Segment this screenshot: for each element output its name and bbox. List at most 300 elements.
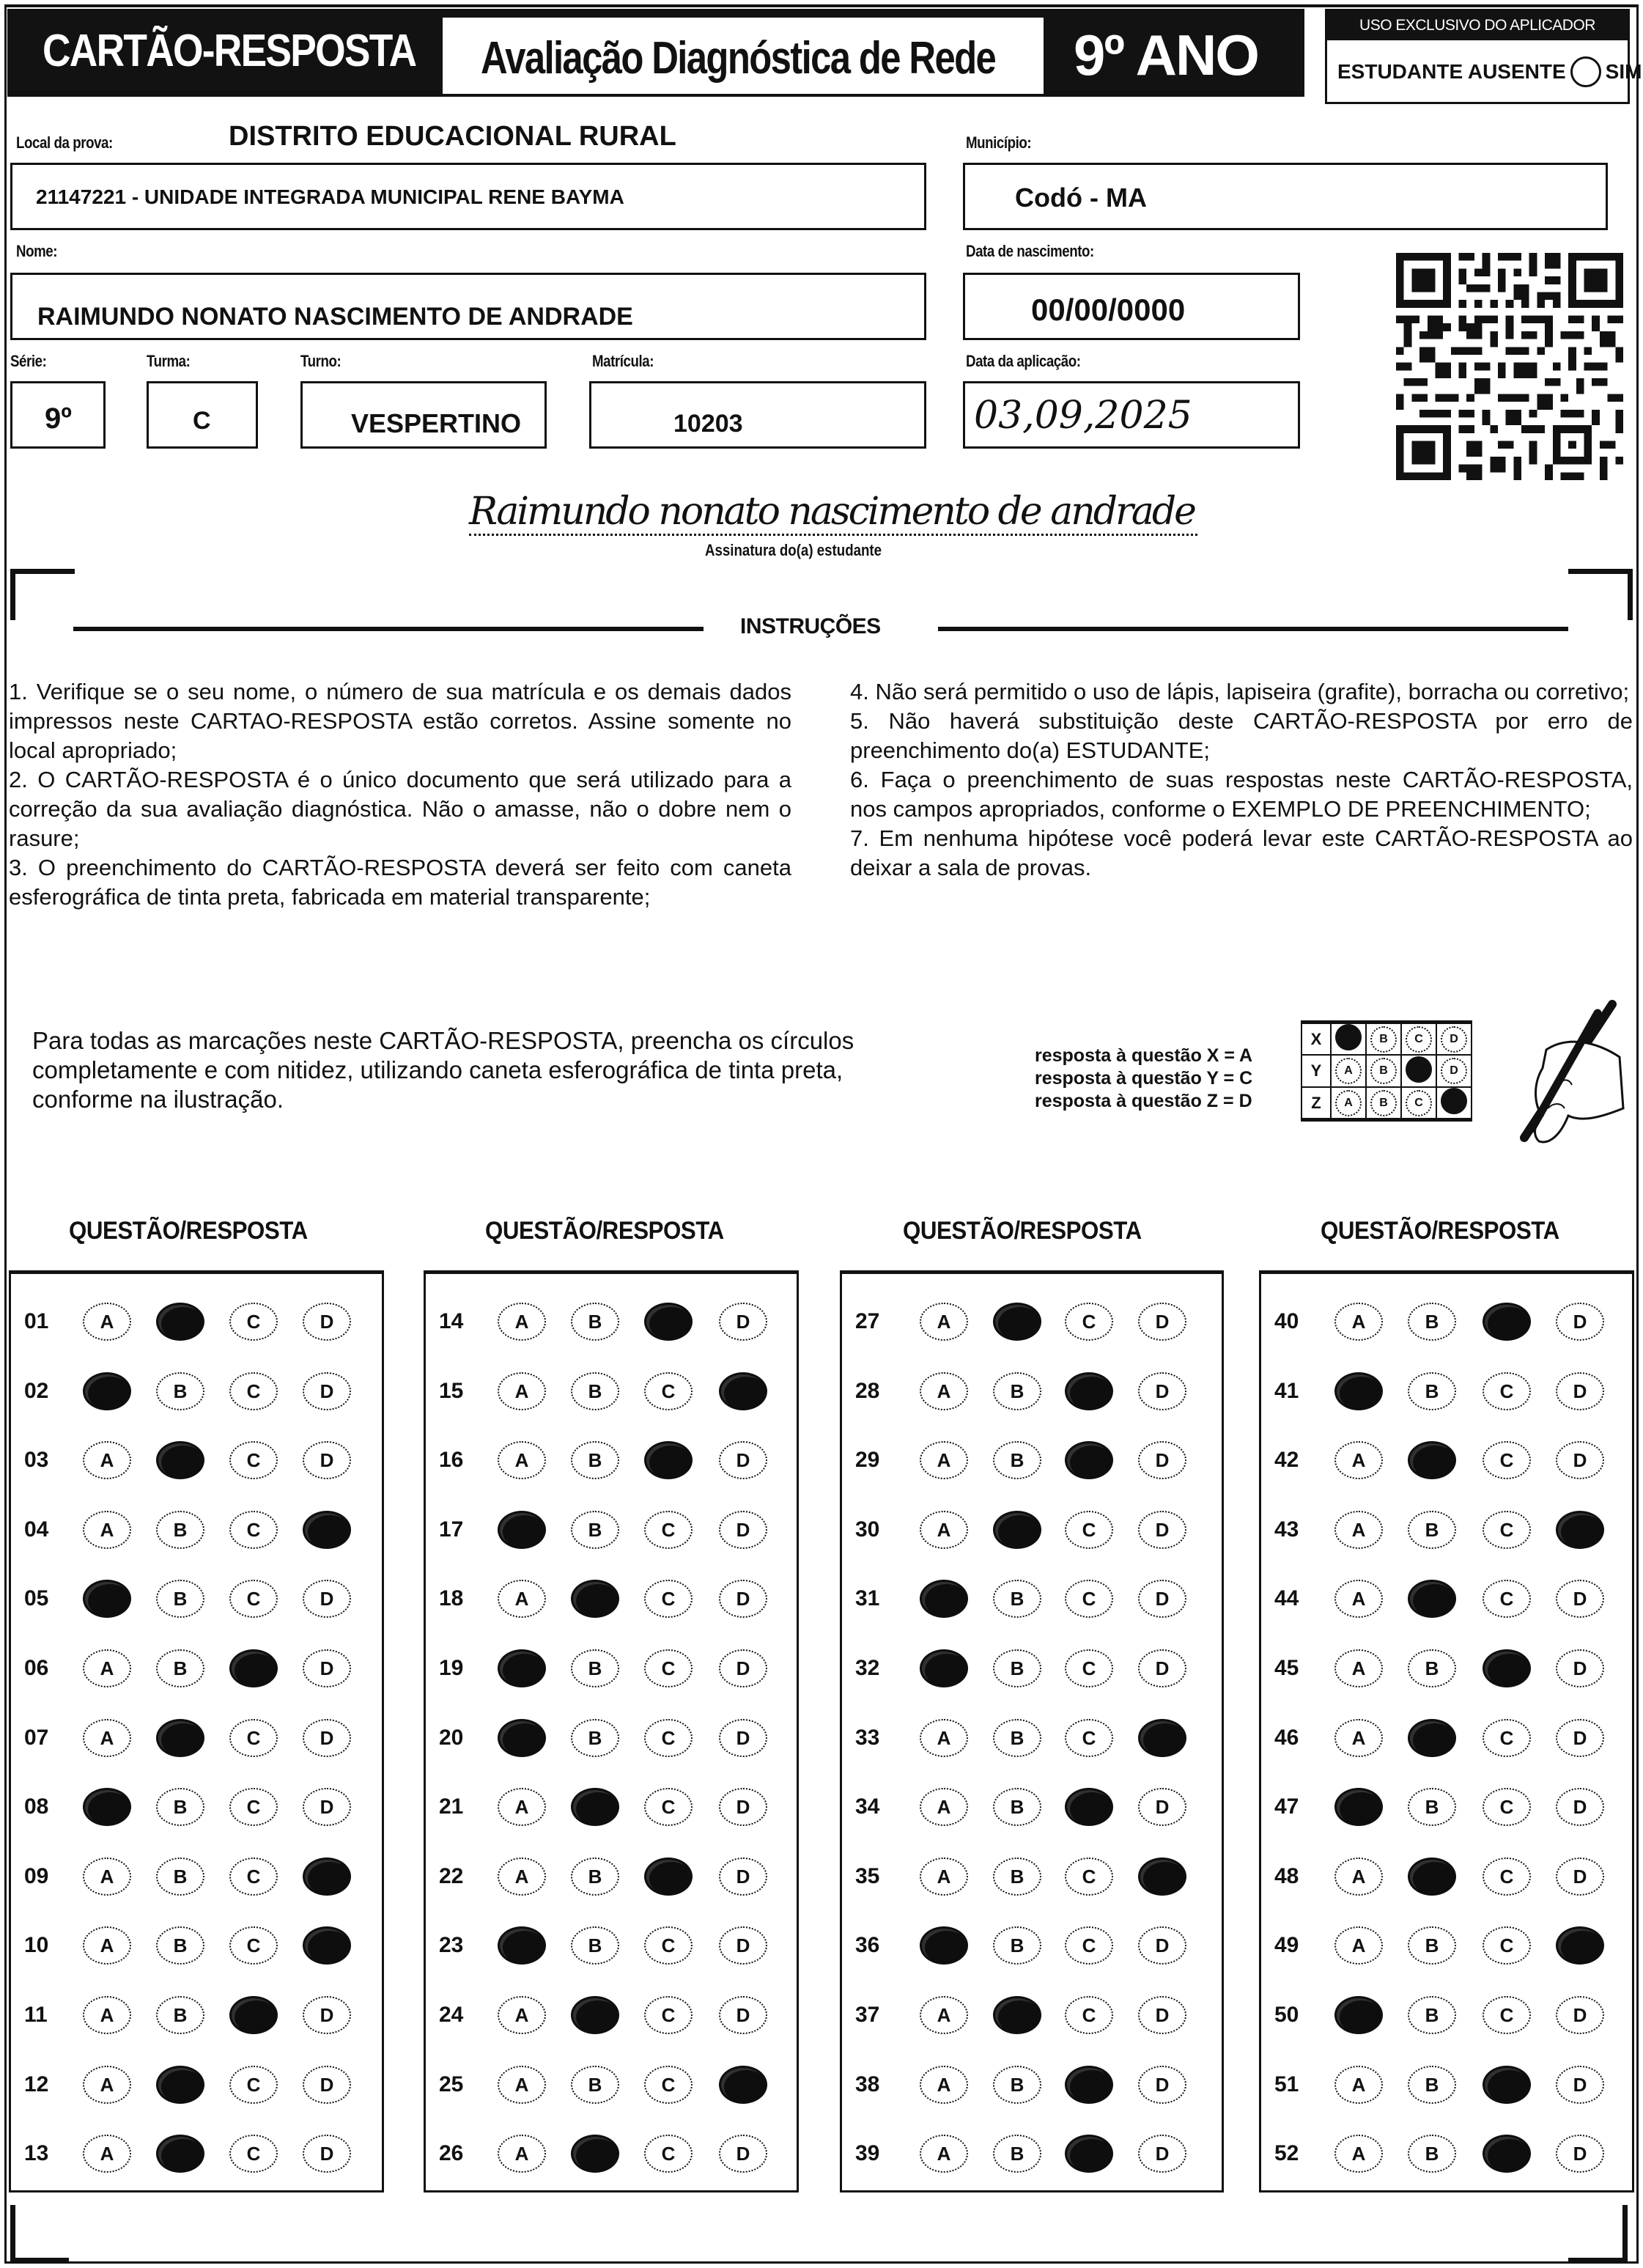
- answer-bubble-05-a[interactable]: [83, 1580, 131, 1618]
- question-number: 41: [1274, 1378, 1299, 1403]
- question-row-51: [1261, 2059, 1632, 2110]
- question-number: 21: [439, 1794, 464, 1819]
- answer-bubble-36-c[interactable]: C: [1065, 1926, 1113, 1965]
- answer-bubble-14-b[interactable]: B: [571, 1303, 619, 1341]
- answer-bubble-01-b[interactable]: [156, 1303, 204, 1341]
- instructions-title: INSTRUÇÕES: [740, 614, 881, 638]
- answer-bubble-13-a[interactable]: A: [83, 2135, 131, 2173]
- question-row-39: [842, 2128, 1222, 2179]
- question-row-28: [842, 1366, 1222, 1417]
- answer-bubble-40-b[interactable]: B: [1408, 1303, 1456, 1341]
- answer-bubble-41-d[interactable]: D: [1556, 1372, 1604, 1410]
- question-number: 13: [24, 2141, 49, 2166]
- answer-bubble-07-c[interactable]: C: [229, 1719, 278, 1757]
- answer-bubble-32-b[interactable]: B: [993, 1649, 1041, 1687]
- answer-bubble-37-d[interactable]: D: [1138, 1996, 1186, 2034]
- question-number: 35: [855, 1863, 880, 1888]
- answer-bubble-25-a[interactable]: A: [498, 2066, 546, 2104]
- answer-bubble-02-b[interactable]: B: [156, 1372, 204, 1410]
- answer-bubble-29-d[interactable]: D: [1138, 1441, 1186, 1479]
- answer-bubble-33-c[interactable]: C: [1065, 1719, 1113, 1757]
- answer-bubble-26-c[interactable]: C: [644, 2135, 693, 2173]
- answer-bubble-25-c[interactable]: C: [644, 2066, 693, 2104]
- answer-bubble-32-c[interactable]: C: [1065, 1649, 1113, 1687]
- question-row-30: [842, 1504, 1222, 1555]
- answer-bubble-44-c[interactable]: C: [1483, 1580, 1531, 1618]
- answer-bubble-11-b[interactable]: B: [156, 1996, 204, 2034]
- question-row-27: [842, 1296, 1222, 1347]
- answer-bubble-34-b[interactable]: B: [993, 1788, 1041, 1826]
- answer-bubble-30-c[interactable]: C: [1065, 1511, 1113, 1549]
- answer-bubble-11-d[interactable]: D: [303, 1996, 351, 2034]
- answer-bubble-14-a[interactable]: A: [498, 1303, 546, 1341]
- answer-bubble-35-b[interactable]: B: [993, 1858, 1041, 1896]
- answer-bubble-37-c[interactable]: C: [1065, 1996, 1113, 2034]
- answer-bubble-24-c[interactable]: C: [644, 1996, 693, 2034]
- answer-bubble-26-d[interactable]: D: [719, 2135, 767, 2173]
- corner-mark-bottom-right: [1568, 2258, 1627, 2263]
- question-number: 49: [1274, 1933, 1299, 1958]
- answer-bubble-06-c[interactable]: [229, 1649, 278, 1687]
- answer-bubble-21-b[interactable]: [571, 1788, 619, 1826]
- answer-bubble-07-a[interactable]: A: [83, 1719, 131, 1757]
- answer-bubble-21-d[interactable]: D: [719, 1788, 767, 1826]
- answer-bubble-19-b[interactable]: B: [571, 1649, 619, 1687]
- turno-label: Turno:: [300, 352, 341, 370]
- answer-bubble-18-d[interactable]: D: [719, 1580, 767, 1618]
- question-row-42: [1261, 1435, 1632, 1486]
- instructions-left-column: [9, 677, 791, 912]
- answer-bubble-50-b[interactable]: B: [1408, 1996, 1456, 2034]
- answer-bubble-48-a[interactable]: A: [1334, 1858, 1383, 1896]
- nome-label: Nome:: [16, 242, 58, 260]
- answer-bubble-28-d[interactable]: D: [1138, 1372, 1186, 1410]
- answer-bubble-38-a[interactable]: A: [920, 2066, 968, 2104]
- answer-bubble-50-c[interactable]: C: [1483, 1996, 1531, 2034]
- answer-bubble-34-c[interactable]: [1065, 1788, 1113, 1826]
- question-number: 50: [1274, 2003, 1299, 2027]
- answer-bubble-39-c[interactable]: [1065, 2135, 1113, 2173]
- answer-bubble-17-d[interactable]: D: [719, 1511, 767, 1549]
- header-band: [7, 9, 1304, 97]
- answer-bubble-25-d[interactable]: [719, 2066, 767, 2104]
- answer-bubble-51-a[interactable]: A: [1334, 2066, 1383, 2104]
- local-field[interactable]: [10, 163, 926, 230]
- answer-bubble-13-d[interactable]: D: [303, 2135, 351, 2173]
- answer-bubble-51-b[interactable]: B: [1408, 2066, 1456, 2104]
- hand-pen-icon: [1502, 998, 1627, 1160]
- answer-bubble-31-a[interactable]: [920, 1580, 968, 1618]
- question-row-49: [1261, 1920, 1632, 1971]
- answer-bubble-36-d[interactable]: D: [1138, 1926, 1186, 1965]
- turno-field[interactable]: [300, 381, 547, 449]
- answer-bubble-52-c[interactable]: [1483, 2135, 1531, 2173]
- answer-bubble-05-b[interactable]: B: [156, 1580, 204, 1618]
- answer-bubble-44-a[interactable]: A: [1334, 1580, 1383, 1618]
- answer-bubble-48-d[interactable]: D: [1556, 1858, 1604, 1896]
- answer-bubble-04-a[interactable]: A: [83, 1511, 131, 1549]
- example-bubble: B: [1370, 1090, 1397, 1116]
- answer-bubble-43-a[interactable]: A: [1334, 1511, 1383, 1549]
- answer-bubble-17-a[interactable]: [498, 1511, 546, 1549]
- answer-bubble-16-a[interactable]: A: [498, 1441, 546, 1479]
- applicator-box: [1325, 9, 1642, 104]
- answer-bubble-29-c[interactable]: [1065, 1441, 1113, 1479]
- nascimento-value: 00/00/0000: [1031, 292, 1186, 327]
- answer-bubble-06-d[interactable]: D: [303, 1649, 351, 1687]
- answer-bubble-30-d[interactable]: D: [1138, 1511, 1186, 1549]
- answer-bubble-52-d[interactable]: D: [1556, 2135, 1604, 2173]
- answer-bubble-26-b[interactable]: [571, 2135, 619, 2173]
- answer-bubble-04-b[interactable]: B: [156, 1511, 204, 1549]
- corner-mark-bottom-left-v: [10, 2205, 15, 2264]
- answer-bubble-40-c[interactable]: [1483, 1303, 1531, 1341]
- answer-bubble-41-b[interactable]: B: [1408, 1372, 1456, 1410]
- question-number: 32: [855, 1656, 880, 1680]
- question-row-16: [426, 1435, 797, 1486]
- answer-bubble-36-b[interactable]: B: [993, 1926, 1041, 1965]
- question-row-45: [1261, 1643, 1632, 1694]
- question-row-52: [1261, 2128, 1632, 2179]
- answer-bubble-04-c[interactable]: C: [229, 1511, 278, 1549]
- answer-bubble-47-c[interactable]: C: [1483, 1788, 1531, 1826]
- answer-bubble-48-b[interactable]: [1408, 1858, 1456, 1896]
- nascimento-field[interactable]: [963, 273, 1300, 340]
- answer-bubble-09-c[interactable]: C: [229, 1858, 278, 1896]
- answer-bubble-19-c[interactable]: C: [644, 1649, 693, 1687]
- answer-bubble-44-b[interactable]: [1408, 1580, 1456, 1618]
- answer-bubble-27-b[interactable]: [993, 1303, 1041, 1341]
- question-row-32: [842, 1643, 1222, 1694]
- answer-bubble-45-c[interactable]: [1483, 1649, 1531, 1687]
- answer-bubble-12-b[interactable]: [156, 2066, 204, 2104]
- question-row-33: [842, 1712, 1222, 1764]
- answer-bubble-49-b[interactable]: B: [1408, 1926, 1456, 1965]
- answer-bubble-48-c[interactable]: C: [1483, 1858, 1531, 1896]
- answer-bubble-49-c[interactable]: C: [1483, 1926, 1531, 1965]
- corner-mark-top-left: [10, 569, 75, 574]
- answer-bubble-28-b[interactable]: B: [993, 1372, 1041, 1410]
- answer-bubble-15-a[interactable]: A: [498, 1372, 546, 1410]
- answer-bubble-03-c[interactable]: C: [229, 1441, 278, 1479]
- answer-bubble-51-d[interactable]: D: [1556, 2066, 1604, 2104]
- example-cell: [1436, 1055, 1472, 1087]
- answer-bubble-28-a[interactable]: A: [920, 1372, 968, 1410]
- answer-bubble-52-a[interactable]: A: [1334, 2135, 1383, 2173]
- answer-bubble-23-d[interactable]: D: [719, 1926, 767, 1965]
- answer-bubble-10-b[interactable]: B: [156, 1926, 204, 1965]
- answer-bubble-27-a[interactable]: A: [920, 1303, 968, 1341]
- answer-bubble-12-d[interactable]: D: [303, 2066, 351, 2104]
- answer-bubble-12-a[interactable]: A: [83, 2066, 131, 2104]
- question-row-22: [426, 1851, 797, 1902]
- answer-bubble-02-d[interactable]: D: [303, 1372, 351, 1410]
- question-number: 48: [1274, 1863, 1299, 1888]
- example-row-label: Y: [1302, 1055, 1331, 1087]
- applicator-title: USO EXCLUSIVO DO APLICADOR: [1327, 11, 1628, 40]
- answer-bubble-42-c[interactable]: C: [1483, 1441, 1531, 1479]
- answer-bubble-18-a[interactable]: A: [498, 1580, 546, 1618]
- answer-bubble-21-a[interactable]: A: [498, 1788, 546, 1826]
- answer-bubble-15-b[interactable]: B: [571, 1372, 619, 1410]
- example-legend-item: resposta à questão X = A: [1035, 1045, 1253, 1066]
- question-row-43: [1261, 1504, 1632, 1555]
- answer-bubble-44-d[interactable]: D: [1556, 1580, 1604, 1618]
- answer-bubble-39-d[interactable]: D: [1138, 2135, 1186, 2173]
- answer-bubble-03-a[interactable]: A: [83, 1441, 131, 1479]
- answer-bubble-47-b[interactable]: B: [1408, 1788, 1456, 1826]
- answer-bubble-35-d[interactable]: [1138, 1858, 1186, 1896]
- answer-bubble-20-d[interactable]: D: [719, 1719, 767, 1757]
- example-cell: [1366, 1055, 1401, 1087]
- answer-bubble-33-b[interactable]: B: [993, 1719, 1041, 1757]
- answer-bubble-22-b[interactable]: B: [571, 1858, 619, 1896]
- answer-bubble-08-a[interactable]: [83, 1788, 131, 1826]
- answer-bubble-13-c[interactable]: C: [229, 2135, 278, 2173]
- answer-bubble-04-d[interactable]: [303, 1511, 351, 1549]
- answer-bubble-17-c[interactable]: C: [644, 1511, 693, 1549]
- answer-bubble-05-d[interactable]: D: [303, 1580, 351, 1618]
- answer-bubble-03-d[interactable]: D: [303, 1441, 351, 1479]
- answer-bubble-06-b[interactable]: B: [156, 1649, 204, 1687]
- answer-bubble-51-c[interactable]: [1483, 2066, 1531, 2104]
- answer-bubble-01-d[interactable]: D: [303, 1303, 351, 1341]
- answer-bubble-27-d[interactable]: D: [1138, 1303, 1186, 1341]
- answer-bubble-20-c[interactable]: C: [644, 1719, 693, 1757]
- aplicacao-field[interactable]: [963, 381, 1300, 449]
- answer-bubble-11-a[interactable]: A: [83, 1996, 131, 2034]
- answer-bubble-45-a[interactable]: A: [1334, 1649, 1383, 1687]
- answer-bubble-50-a[interactable]: [1334, 1996, 1383, 2034]
- answer-bubble-24-a[interactable]: A: [498, 1996, 546, 2034]
- turno-value: VESPERTINO: [351, 408, 522, 438]
- answer-bubble-20-a[interactable]: [498, 1719, 546, 1757]
- answer-bubble-31-d[interactable]: D: [1138, 1580, 1186, 1618]
- answer-bubble-09-a[interactable]: A: [83, 1858, 131, 1896]
- answer-bubble-49-a[interactable]: A: [1334, 1926, 1383, 1965]
- answer-bubble-23-a[interactable]: [498, 1926, 546, 1965]
- absent-student-field: [1337, 56, 1642, 87]
- exam-title: Avaliação Diagnóstica de Rede: [481, 33, 996, 84]
- absent-option: SIM: [1605, 60, 1642, 83]
- answer-bubble-08-d[interactable]: D: [303, 1788, 351, 1826]
- answer-bubble-43-c[interactable]: C: [1483, 1511, 1531, 1549]
- absent-label: ESTUDANTE AUSENTE: [1337, 60, 1566, 83]
- question-row-34: [842, 1781, 1222, 1833]
- answer-bubble-10-d[interactable]: [303, 1926, 351, 1965]
- answer-bubble-49-d[interactable]: [1556, 1926, 1604, 1965]
- answer-bubble-42-d[interactable]: D: [1556, 1441, 1604, 1479]
- answer-bubble-22-c[interactable]: [644, 1858, 693, 1896]
- answer-bubble-32-d[interactable]: D: [1138, 1649, 1186, 1687]
- column-title: QUESTÃO/RESPOSTA: [69, 1217, 308, 1245]
- answer-bubble-38-d[interactable]: D: [1138, 2066, 1186, 2104]
- answer-bubble-37-a[interactable]: A: [920, 1996, 968, 2034]
- answer-bubble-25-b[interactable]: B: [571, 2066, 619, 2104]
- answer-bubble-15-d[interactable]: [719, 1372, 767, 1410]
- corner-mark-top-right: [1568, 569, 1633, 574]
- answer-bubble-23-c[interactable]: C: [644, 1926, 693, 1965]
- example-bubble: D: [1441, 1026, 1467, 1053]
- answer-bubble-29-a[interactable]: A: [920, 1441, 968, 1479]
- answer-bubble-22-a[interactable]: A: [498, 1858, 546, 1896]
- answer-bubble-46-d[interactable]: D: [1556, 1719, 1604, 1757]
- answer-bubble-45-b[interactable]: B: [1408, 1649, 1456, 1687]
- answer-bubble-31-c[interactable]: C: [1065, 1580, 1113, 1618]
- answer-bubble-07-b[interactable]: [156, 1719, 204, 1757]
- question-number: 44: [1274, 1586, 1299, 1611]
- turma-label: Turma:: [147, 352, 191, 370]
- answer-bubble-10-a[interactable]: A: [83, 1926, 131, 1965]
- turma-field[interactable]: [147, 381, 258, 449]
- matricula-field[interactable]: [589, 381, 926, 449]
- example-legend-item: resposta à questão Y = C: [1035, 1068, 1253, 1089]
- question-number: 18: [439, 1586, 464, 1611]
- answer-bubble-28-c[interactable]: [1065, 1372, 1113, 1410]
- answer-bubble-46-b[interactable]: [1408, 1719, 1456, 1757]
- answer-bubble-19-d[interactable]: D: [719, 1649, 767, 1687]
- answer-bubble-20-b[interactable]: B: [571, 1719, 619, 1757]
- answer-bubble-47-d[interactable]: D: [1556, 1788, 1604, 1826]
- answer-bubble-38-c[interactable]: [1065, 2066, 1113, 2104]
- answer-bubble-09-b[interactable]: B: [156, 1858, 204, 1896]
- question-number: 03: [24, 1448, 49, 1473]
- answer-bubble-31-b[interactable]: B: [993, 1580, 1041, 1618]
- question-number: 36: [855, 1933, 880, 1958]
- answer-bubble-33-d[interactable]: [1138, 1719, 1186, 1757]
- example-table: [1301, 1020, 1472, 1122]
- question-number: 15: [439, 1378, 464, 1403]
- answer-bubble-02-c[interactable]: C: [229, 1372, 278, 1410]
- answer-bubble-24-b[interactable]: [571, 1996, 619, 2034]
- answer-bubble-12-c[interactable]: C: [229, 2066, 278, 2104]
- answer-bubble-16-d[interactable]: D: [719, 1441, 767, 1479]
- answer-bubble-08-b[interactable]: B: [156, 1788, 204, 1826]
- answer-bubble-11-c[interactable]: [229, 1996, 278, 2034]
- answer-bubble-40-d[interactable]: D: [1556, 1303, 1604, 1341]
- answer-bubble-50-d[interactable]: D: [1556, 1996, 1604, 2034]
- fill-instructions: Para todas as marcações neste CARTÃO-RESPOSTA, preencha os círculos completamente e com nitidez, utilizando caneta esferográfica de tinta preta, conforme na ilustração.: [32, 1027, 854, 1113]
- question-row-05: [11, 1573, 382, 1624]
- answer-bubble-09-d[interactable]: [303, 1858, 351, 1896]
- nome-field[interactable]: [10, 273, 926, 340]
- answer-bubble-34-d[interactable]: D: [1138, 1788, 1186, 1826]
- answer-bubble-41-c[interactable]: C: [1483, 1372, 1531, 1410]
- answer-bubble-17-b[interactable]: B: [571, 1511, 619, 1549]
- answer-bubble-23-b[interactable]: B: [571, 1926, 619, 1965]
- answer-bubble-30-a[interactable]: A: [920, 1511, 968, 1549]
- answer-bubble-37-b[interactable]: [993, 1996, 1041, 2034]
- example-cell: [1401, 1023, 1436, 1056]
- column-title: QUESTÃO/RESPOSTA: [485, 1217, 724, 1245]
- answer-bubble-39-b[interactable]: B: [993, 2135, 1041, 2173]
- question-row-25: [426, 2059, 797, 2110]
- answer-bubble-01-c[interactable]: C: [229, 1303, 278, 1341]
- answer-bubble-22-d[interactable]: D: [719, 1858, 767, 1896]
- answer-bubble-14-d[interactable]: D: [719, 1303, 767, 1341]
- question-number: 12: [24, 2072, 49, 2096]
- instruction-item: 6. Faça o preenchimento de suas respostas neste CARTÃO-RESPOSTA, nos campos apropriados, conforme o EXEMPLO DE PREENCHIMENTO;: [850, 767, 1633, 822]
- question-row-13: [11, 2128, 382, 2179]
- question-row-40: [1261, 1296, 1632, 1347]
- answer-bubble-24-d[interactable]: D: [719, 1996, 767, 2034]
- question-row-46: [1261, 1712, 1632, 1764]
- answer-bubble-06-a[interactable]: A: [83, 1649, 131, 1687]
- answer-bubble-43-b[interactable]: B: [1408, 1511, 1456, 1549]
- answer-bubble-02-a[interactable]: [83, 1372, 131, 1410]
- answer-bubble-35-a[interactable]: A: [920, 1858, 968, 1896]
- answer-bubble-27-c[interactable]: C: [1065, 1303, 1113, 1341]
- answer-bubble-18-b[interactable]: [571, 1580, 619, 1618]
- answer-bubble-14-c[interactable]: [644, 1303, 693, 1341]
- answer-bubble-34-a[interactable]: A: [920, 1788, 968, 1826]
- answer-bubble-05-c[interactable]: C: [229, 1580, 278, 1618]
- qr-code-icon: [1396, 253, 1623, 480]
- corner-mark-bottom-left: [10, 2258, 69, 2263]
- answer-bubble-40-a[interactable]: A: [1334, 1303, 1383, 1341]
- question-row-06: [11, 1643, 382, 1694]
- example-bubble: B: [1370, 1026, 1397, 1053]
- answer-bubble-42-a[interactable]: A: [1334, 1441, 1383, 1479]
- question-row-14: [426, 1296, 797, 1347]
- serie-field[interactable]: [10, 381, 106, 449]
- answer-bubble-47-a[interactable]: [1334, 1788, 1383, 1826]
- answer-bubble-16-b[interactable]: B: [571, 1441, 619, 1479]
- example-row: [1302, 1023, 1472, 1056]
- answer-bubble-38-b[interactable]: B: [993, 2066, 1041, 2104]
- answer-bubble-35-c[interactable]: C: [1065, 1858, 1113, 1896]
- answer-bubble-45-d[interactable]: D: [1556, 1649, 1604, 1687]
- nome-value: RAIMUNDO NONATO NASCIMENTO DE ANDRADE: [37, 303, 633, 331]
- answer-bubble-08-c[interactable]: C: [229, 1788, 278, 1826]
- example-bubble: A: [1335, 1058, 1362, 1084]
- answer-bubble-16-c[interactable]: [644, 1441, 693, 1479]
- answer-bubble-39-a[interactable]: A: [920, 2135, 968, 2173]
- answer-bubble-21-c[interactable]: C: [644, 1788, 693, 1826]
- question-number: 40: [1274, 1309, 1299, 1333]
- answer-bubble-42-b[interactable]: [1408, 1441, 1456, 1479]
- question-number: 47: [1274, 1794, 1299, 1819]
- local-value: 21147221 - UNIDADE INTEGRADA MUNICIPAL RENE BAYMA: [36, 185, 624, 208]
- answer-bubble-43-d[interactable]: [1556, 1511, 1604, 1549]
- answer-bubble-10-c[interactable]: C: [229, 1926, 278, 1965]
- answer-bubble-41-a[interactable]: [1334, 1372, 1383, 1410]
- answer-bubble-46-a[interactable]: A: [1334, 1719, 1383, 1757]
- answer-bubble-46-c[interactable]: C: [1483, 1719, 1531, 1757]
- answer-bubble-03-b[interactable]: [156, 1441, 204, 1479]
- answer-bubble-30-b[interactable]: [993, 1511, 1041, 1549]
- answer-bubble-19-a[interactable]: [498, 1649, 546, 1687]
- question-number: 17: [439, 1517, 464, 1542]
- answer-bubble-01-a[interactable]: A: [83, 1303, 131, 1341]
- absent-checkbox[interactable]: [1570, 56, 1601, 87]
- answer-bubble-52-b[interactable]: B: [1408, 2135, 1456, 2173]
- answer-bubble-18-c[interactable]: C: [644, 1580, 693, 1618]
- answer-bubble-32-a[interactable]: [920, 1649, 968, 1687]
- answer-bubble-26-a[interactable]: A: [498, 2135, 546, 2173]
- question-row-18: [426, 1573, 797, 1624]
- answer-bubble-29-b[interactable]: B: [993, 1441, 1041, 1479]
- answer-bubble-33-a[interactable]: A: [920, 1719, 968, 1757]
- answer-bubble-15-c[interactable]: C: [644, 1372, 693, 1410]
- answer-bubble-13-b[interactable]: [156, 2135, 204, 2173]
- answer-bubble-36-a[interactable]: [920, 1926, 968, 1965]
- question-row-38: [842, 2059, 1222, 2110]
- example-cell: [1401, 1087, 1436, 1120]
- answer-bubble-07-d[interactable]: D: [303, 1719, 351, 1757]
- example-bubble: B: [1370, 1058, 1397, 1084]
- municipio-field[interactable]: [963, 163, 1608, 230]
